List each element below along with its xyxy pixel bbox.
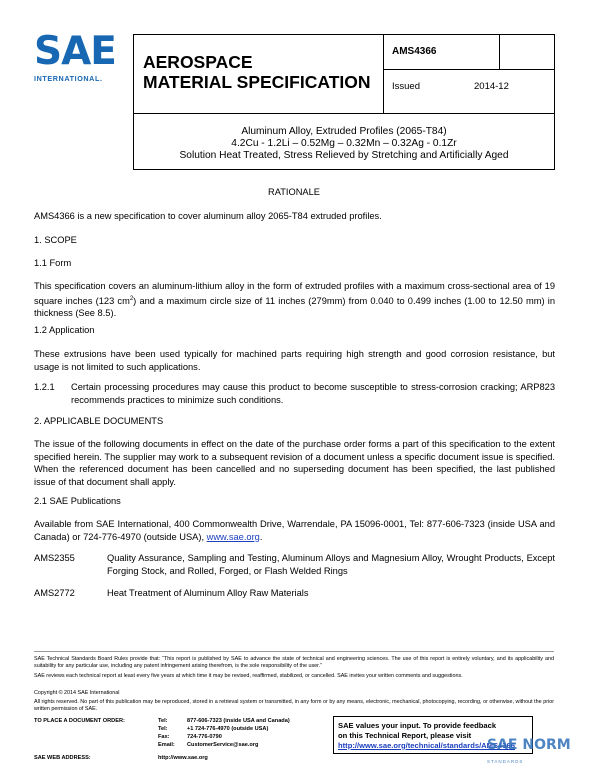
contact-key: Tel: bbox=[158, 718, 168, 724]
reference-code: AMS2772 bbox=[34, 588, 75, 598]
material-title-box bbox=[133, 114, 555, 170]
header-divider bbox=[499, 35, 500, 70]
contact-value: 724-776-0790 bbox=[187, 734, 222, 740]
section-1-2-1-number: 1.2.1 bbox=[34, 382, 55, 392]
document-type-title bbox=[143, 52, 371, 92]
contact-key: Tel: bbox=[158, 726, 168, 732]
reference-title: Quality Assurance, Sampling and Testing, Aluminum Alloys and Magnesium Alloy, Wrought Products, Except Forging Stock, and Rolled, Forged, or Flash Welded Rings bbox=[107, 553, 555, 576]
section-1-2-text: These extrusions have been used typically for machined parts requiring high strength and good corrosion resistance, but usage is not limited to such applications. bbox=[34, 349, 555, 372]
section-2-1-heading: 2.1 SAE Publications bbox=[34, 496, 121, 506]
sae-logo: SAE bbox=[34, 29, 116, 74]
footer-board-rules: SAE Technical Standards Board Rules provide that: “This report is published by SAE to advance the state of technical and engineering sciences. The use of this report is entirely voluntary, and its applicability and suitability for any particular use, including any patent infringement arising therefrom, is the sole responsibility of the user.” bbox=[34, 656, 554, 670]
feedback-line-1: SAE values your input. To provide feedback bbox=[338, 721, 497, 730]
web-address-label: SAE WEB ADDRESS: bbox=[34, 755, 91, 761]
title-line-2: MATERIAL SPECIFICATION bbox=[143, 72, 371, 92]
order-label: TO PLACE A DOCUMENT ORDER: bbox=[34, 718, 125, 724]
contact-key: Fax: bbox=[158, 734, 170, 740]
contact-email: CustomerService@sae.org bbox=[187, 742, 259, 748]
feedback-link[interactable]: http://www.sae.org/technical/standards/AMS4366 bbox=[338, 740, 515, 750]
contact-value: +1 724-776-4970 (outside USA) bbox=[187, 726, 269, 732]
title-line-1: AEROSPACE bbox=[143, 52, 253, 72]
section-2-1-text: Available from SAE International, 400 Commonwealth Drive, Warrendale, PA 15096-0001, Tel: 877-606-7323 (inside USA and Canada) or 724-776-4970 (outside USA), www.sae.org. bbox=[34, 519, 555, 542]
footer-review-notice: SAE reviews each technical report at least every five years at which time it may be revised, reaffirmed, stabilized, or cancelled. SAE invites your written comments and suggestions. bbox=[34, 673, 463, 679]
section-2-heading: 2. APPLICABLE DOCUMENTS bbox=[34, 416, 164, 426]
web-address-value: http://www.sae.org bbox=[158, 755, 208, 761]
material-composition: 4.2Cu - 1.2Li – 0.52Mg – 0.32Mn – 0.32Ag - 0.1Zr bbox=[231, 138, 457, 149]
watermark-subtitle: STANDARDS bbox=[487, 759, 524, 764]
contact-value: 877-606-7323 (inside USA and Canada) bbox=[187, 718, 290, 724]
footer-rights: All rights reserved. No part of this publication may be reproduced, stored in a retrieval system or transmitted, in any form or by any means, electronic, mechanical, photocopying, recording, or otherwise, without the prior written permission of SAE. bbox=[34, 699, 554, 713]
contact-key: Email: bbox=[158, 742, 175, 748]
sae-logo-subtitle: INTERNATIONAL. bbox=[34, 74, 103, 83]
rationale-text: AMS4366 is a new specification to cover aluminum alloy 2065-T84 extruded profiles. bbox=[34, 211, 382, 221]
sae-norm-watermark: SAE NORM bbox=[487, 737, 571, 753]
section-1-1-heading: 1.1 Form bbox=[34, 258, 72, 268]
material-title-line-1: Aluminum Alloy, Extruded Profiles (2065-T84) bbox=[241, 126, 447, 137]
footer-copyright: Copyright © 2014 SAE International bbox=[34, 690, 120, 696]
reference-code: AMS2355 bbox=[34, 553, 75, 563]
issued-date: 2014-12 bbox=[474, 81, 509, 92]
sae-website-link[interactable]: www.sae.org bbox=[206, 531, 260, 542]
header-box bbox=[133, 34, 555, 114]
section-1-2-1-text: Certain processing procedures may cause this product to become susceptible to stress-corrosion cracking; ARP823 recommends practices to minimize such conditions. bbox=[71, 382, 555, 405]
section-1-2-heading: 1.2 Application bbox=[34, 325, 95, 335]
reference-title: Heat Treatment of Aluminum Alloy Raw Materials bbox=[107, 588, 309, 598]
section-1-1-text: This specification covers an aluminum-lithium alloy in the form of extruded profiles with a maximum cross-sectional area of 19 square inches (123 $cm^2$) and a maximum circle size of 11 inches (279mm) from 0.040 to 0.499 inches (1.00 to 12.50 mm) in thickness (See 8.5). bbox=[34, 281, 555, 319]
spec-number: AMS4366 bbox=[392, 46, 437, 57]
material-condition: Solution Heat Treated, Stress Relieved by Stretching and Artificially Aged bbox=[179, 150, 509, 161]
feedback-line-2: on this Technical Report, please visit bbox=[338, 730, 472, 740]
section-2-text: The issue of the following documents in effect on the date of the purchase order forms a part of this specification to the extent specified herein. The supplier may work to a subsequent revision of a document unless a specific document issue is specified. When the referenced document has been cancelled and no superseding document has been specified, the last published issue of that document shall apply. bbox=[34, 439, 555, 487]
footer-rule bbox=[34, 651, 554, 652]
section-1-heading: 1. SCOPE bbox=[34, 235, 77, 245]
issued-label: Issued bbox=[392, 81, 420, 92]
rationale-heading: RATIONALE bbox=[267, 187, 320, 197]
